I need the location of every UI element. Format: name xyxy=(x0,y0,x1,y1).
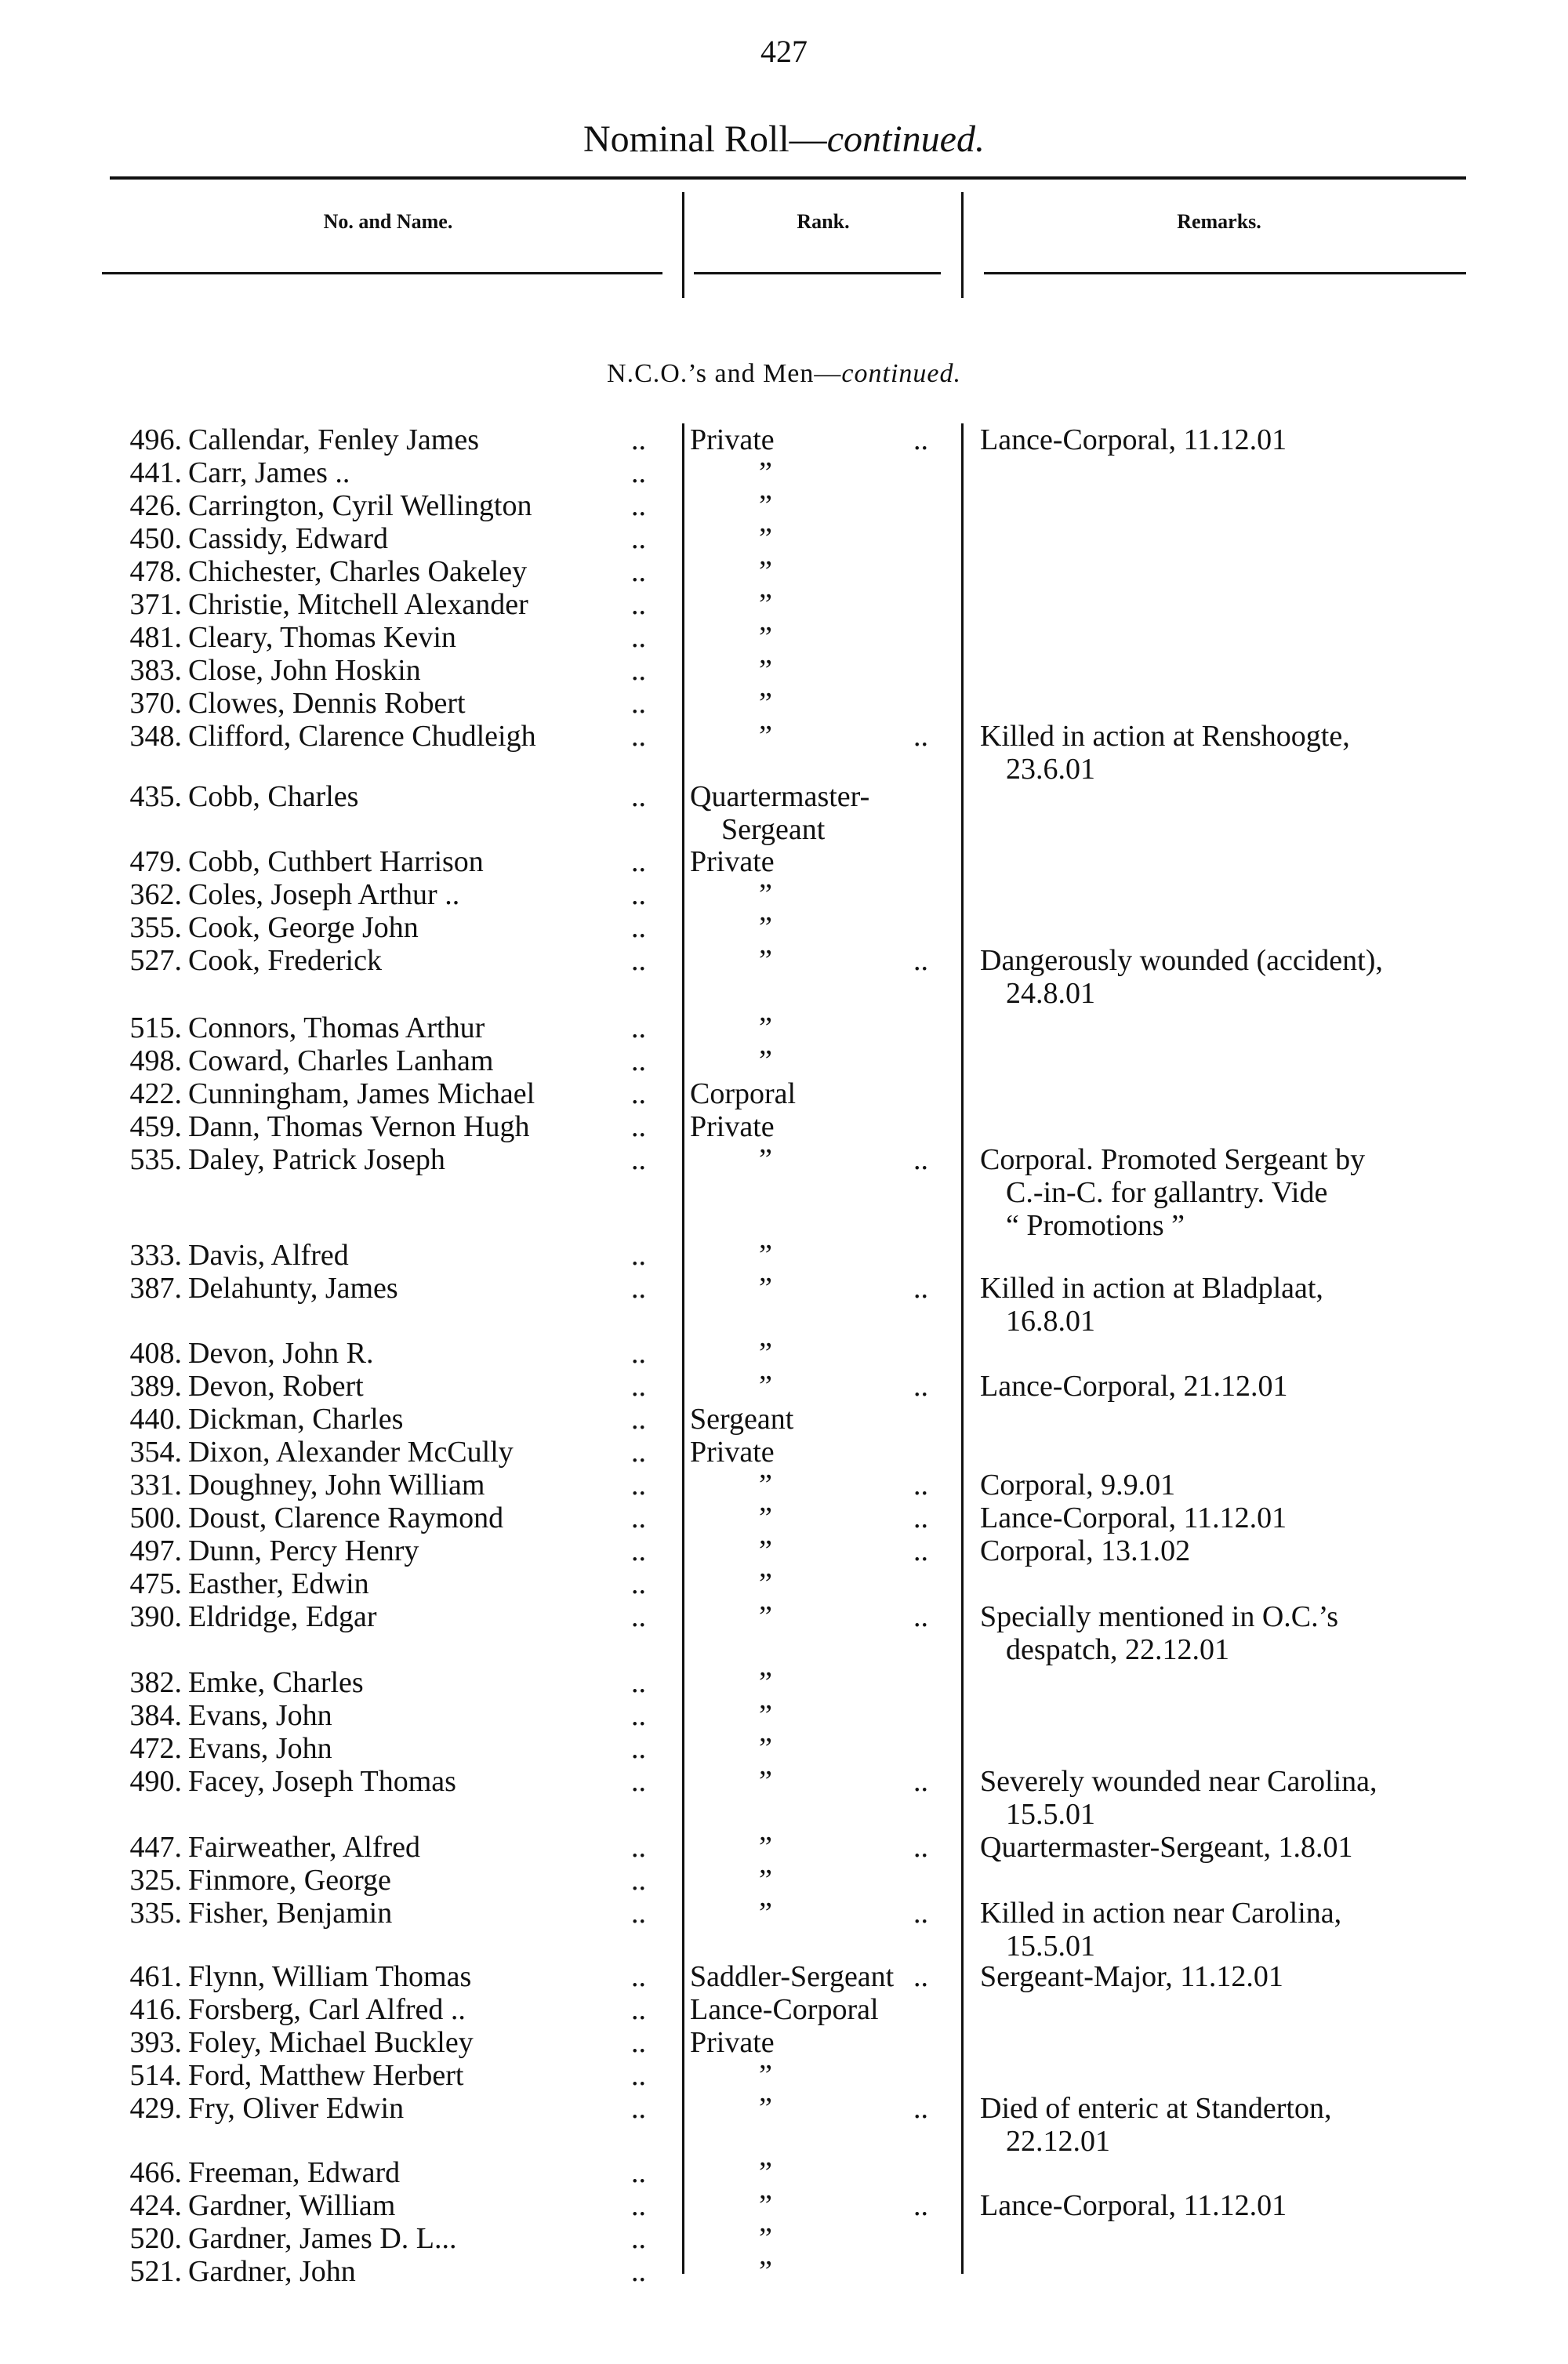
ditto-mark: ” xyxy=(759,2255,772,2288)
table-row xyxy=(0,687,1568,720)
ditto-mark: ” xyxy=(759,1897,772,1930)
header-rank: Rank. xyxy=(797,210,850,233)
leader-dots: .. xyxy=(631,1960,646,1993)
leader-dots: .. xyxy=(631,845,646,878)
soldier-name: Forsberg, Carl Alfred .. xyxy=(188,1993,466,2026)
table-row xyxy=(0,654,1568,687)
ditto-mark: ” xyxy=(759,687,772,720)
table-row xyxy=(0,2092,1568,2158)
soldier-rank: Private xyxy=(690,423,775,456)
leader-dots: .. xyxy=(631,2092,646,2125)
soldier-rank: Corporal xyxy=(690,1077,797,1110)
soldier-number: 371. xyxy=(129,588,182,621)
soldier-number: 408. xyxy=(129,1337,182,1370)
ditto-mark: ” xyxy=(759,1469,772,1502)
table-row xyxy=(0,1960,1568,1993)
section-continued: continued. xyxy=(841,359,961,388)
table-row xyxy=(0,878,1568,911)
soldier-number: 475. xyxy=(129,1567,182,1600)
soldier-rank: Sergeant xyxy=(690,1403,794,1436)
leader-dots: .. xyxy=(631,780,646,813)
table-row xyxy=(0,1600,1568,1666)
leader-dots: .. xyxy=(631,1534,646,1567)
ditto-mark: ” xyxy=(759,1831,772,1864)
soldier-number: 390. xyxy=(129,1600,182,1633)
remark: Lance-Corporal, 21.12.01 xyxy=(980,1370,1288,1403)
table-row xyxy=(0,1765,1568,1831)
leader-dots: .. xyxy=(913,720,928,753)
soldier-number: 416. xyxy=(129,1993,182,2026)
ditto-mark: ” xyxy=(759,1370,772,1403)
soldier-number: 387. xyxy=(129,1272,182,1305)
leader-dots: .. xyxy=(913,1960,928,1993)
ditto-mark: ” xyxy=(759,1765,772,1798)
ditto-mark: ” xyxy=(759,489,772,522)
table-row xyxy=(0,911,1568,944)
table-row xyxy=(0,1897,1568,1963)
leader-dots: .. xyxy=(631,489,646,522)
ditto-mark: ” xyxy=(759,1044,772,1077)
soldier-number: 450. xyxy=(129,522,182,555)
section-prefix: N.C.O.’s and Men— xyxy=(607,359,842,388)
leader-dots: .. xyxy=(631,1469,646,1502)
leader-dots: .. xyxy=(631,2156,646,2189)
remark: Lance-Corporal, 11.12.01 xyxy=(980,1502,1287,1534)
soldier-name: Close, John Hoskin xyxy=(188,654,421,687)
table-row xyxy=(0,1436,1568,1469)
table-row xyxy=(0,1239,1568,1272)
soldier-name: Dickman, Charles xyxy=(188,1403,404,1436)
soldier-name: Daley, Patrick Joseph xyxy=(188,1143,445,1176)
soldier-number: 466. xyxy=(129,2156,182,2189)
soldier-rank-cont: Sergeant xyxy=(721,813,826,846)
leader-dots: .. xyxy=(631,1044,646,1077)
table-row xyxy=(0,1732,1568,1765)
table-row xyxy=(0,456,1568,489)
leader-dots: .. xyxy=(913,2189,928,2222)
soldier-number: 382. xyxy=(129,1666,182,1699)
soldier-name: Chichester, Charles Oakeley xyxy=(188,555,528,588)
soldier-name: Delahunty, James xyxy=(188,1272,398,1305)
soldier-name: Cassidy, Edward xyxy=(188,522,389,555)
header-remarks: Remarks. xyxy=(1177,210,1261,233)
soldier-name: Evans, John xyxy=(188,1699,332,1732)
soldier-number: 479. xyxy=(129,845,182,878)
ditto-mark: ” xyxy=(759,1337,772,1370)
table-row xyxy=(0,1831,1568,1864)
ditto-mark: ” xyxy=(759,1666,772,1699)
page-number: 427 xyxy=(760,34,808,69)
leader-dots: .. xyxy=(631,1143,646,1176)
leader-dots: .. xyxy=(631,911,646,944)
table-row xyxy=(0,555,1568,588)
remark: Severely wounded near Carolina, xyxy=(980,1765,1377,1798)
soldier-number: 472. xyxy=(129,1732,182,1765)
table-row xyxy=(0,2222,1568,2255)
soldier-name: Carr, James .. xyxy=(188,456,350,489)
soldier-number: 496. xyxy=(129,423,182,456)
leader-dots: .. xyxy=(913,1600,928,1633)
soldier-name: Cobb, Charles xyxy=(188,780,359,813)
soldier-name: Cobb, Cuthbert Harrison xyxy=(188,845,484,878)
table-row xyxy=(0,1077,1568,1110)
leader-dots: .. xyxy=(913,1897,928,1930)
leader-dots: .. xyxy=(631,456,646,489)
page-title xyxy=(0,118,1568,161)
ditto-mark: ” xyxy=(759,1534,772,1567)
soldier-number: 447. xyxy=(129,1831,182,1864)
soldier-rank: Private xyxy=(690,845,775,878)
soldier-name: Easther, Edwin xyxy=(188,1567,369,1600)
soldier-number: 389. xyxy=(129,1370,182,1403)
remark-cont: 22.12.01 xyxy=(1006,2125,1110,2158)
leader-dots: .. xyxy=(631,2026,646,2059)
soldier-rank: Lance-Corporal xyxy=(690,1993,879,2026)
ditto-mark: ” xyxy=(759,720,772,753)
soldier-name: Coward, Charles Lanham xyxy=(188,1044,494,1077)
soldier-number: 521. xyxy=(129,2255,182,2288)
table-row xyxy=(0,1864,1568,1897)
table-row xyxy=(0,2026,1568,2059)
remark-cont: C.-in-C. for gallantry. Vide xyxy=(1006,1176,1328,1209)
ditto-mark: ” xyxy=(759,1011,772,1044)
leader-dots: .. xyxy=(913,1469,928,1502)
remark-cont: 15.5.01 xyxy=(1006,1798,1095,1831)
soldier-name: Gardner, James D. L... xyxy=(188,2222,457,2255)
leader-dots: .. xyxy=(631,1272,646,1305)
soldier-number: 461. xyxy=(129,1960,182,1993)
table-row xyxy=(0,1272,1568,1338)
soldier-number: 440. xyxy=(129,1403,182,1436)
soldier-number: 331. xyxy=(129,1469,182,1502)
soldier-number: 497. xyxy=(129,1534,182,1567)
leader-dots: .. xyxy=(631,720,646,753)
leader-dots: .. xyxy=(631,687,646,720)
leader-dots: .. xyxy=(631,1110,646,1143)
ditto-mark: ” xyxy=(759,2189,772,2222)
soldier-name: Cleary, Thomas Kevin xyxy=(188,621,456,654)
leader-dots: .. xyxy=(631,1239,646,1272)
leader-dots: .. xyxy=(913,1765,928,1798)
table-row xyxy=(0,1370,1568,1403)
header-divider-right xyxy=(961,192,964,298)
soldier-name: Clifford, Clarence Chudleigh xyxy=(188,720,536,753)
header-rule-remarks xyxy=(984,272,1466,274)
soldier-number: 335. xyxy=(129,1897,182,1930)
ditto-mark: ” xyxy=(759,2092,772,2125)
soldier-rank: Private xyxy=(690,2026,775,2059)
soldier-name: Devon, John R. xyxy=(188,1337,374,1370)
header-divider-left xyxy=(682,192,684,298)
leader-dots: .. xyxy=(631,423,646,456)
soldier-number: 424. xyxy=(129,2189,182,2222)
table-row xyxy=(0,1110,1568,1143)
leader-dots: .. xyxy=(631,1370,646,1403)
soldier-number: 435. xyxy=(129,780,182,813)
soldier-number: 478. xyxy=(129,555,182,588)
section-heading xyxy=(0,359,1568,389)
leader-dots: .. xyxy=(631,2255,646,2288)
soldier-number: 490. xyxy=(129,1765,182,1798)
ditto-mark: ” xyxy=(759,1567,772,1600)
leader-dots: .. xyxy=(631,1831,646,1864)
ditto-mark: ” xyxy=(759,1143,772,1176)
soldier-number: 383. xyxy=(129,654,182,687)
soldier-number: 500. xyxy=(129,1502,182,1534)
soldier-number: 348. xyxy=(129,720,182,753)
soldier-name: Fry, Oliver Edwin xyxy=(188,2092,405,2125)
leader-dots: .. xyxy=(631,2189,646,2222)
soldier-name: Freeman, Edward xyxy=(188,2156,401,2189)
soldier-number: 481. xyxy=(129,621,182,654)
top-rule xyxy=(110,176,1466,180)
ditto-mark: ” xyxy=(759,1239,772,1272)
soldier-name: Connors, Thomas Arthur xyxy=(188,1011,485,1044)
table-row xyxy=(0,1143,1568,1242)
leader-dots: .. xyxy=(631,1567,646,1600)
soldier-name: Emke, Charles xyxy=(188,1666,364,1699)
table-row xyxy=(0,845,1568,878)
table-row xyxy=(0,522,1568,555)
leader-dots: .. xyxy=(631,621,646,654)
remark: Sergeant-Major, 11.12.01 xyxy=(980,1960,1283,1993)
table-row xyxy=(0,944,1568,1010)
soldier-number: 354. xyxy=(129,1436,182,1469)
ditto-mark: ” xyxy=(759,1272,772,1305)
leader-dots: .. xyxy=(631,654,646,687)
leader-dots: .. xyxy=(631,1077,646,1110)
soldier-number: 527. xyxy=(129,944,182,977)
leader-dots: .. xyxy=(913,1272,928,1305)
table-row xyxy=(0,489,1568,522)
remark: Lance-Corporal, 11.12.01 xyxy=(980,423,1287,456)
ditto-mark: ” xyxy=(759,555,772,588)
table-row xyxy=(0,1011,1568,1044)
leader-dots: .. xyxy=(631,555,646,588)
remark: Corporal, 13.1.02 xyxy=(980,1534,1191,1567)
ditto-mark: ” xyxy=(759,1502,772,1534)
soldier-number: 393. xyxy=(129,2026,182,2059)
remark-cont: “ Promotions ” xyxy=(1006,1209,1185,1242)
leader-dots: .. xyxy=(913,423,928,456)
leader-dots: .. xyxy=(631,1897,646,1930)
soldier-number: 362. xyxy=(129,878,182,911)
soldier-number: 384. xyxy=(129,1699,182,1732)
soldier-rank: Private xyxy=(690,1436,775,1469)
remark: Died of enteric at Standerton, xyxy=(980,2092,1332,2125)
table-row xyxy=(0,588,1568,621)
table-row xyxy=(0,2255,1568,2288)
soldier-number: 333. xyxy=(129,1239,182,1272)
soldier-name: Fisher, Benjamin xyxy=(188,1897,393,1930)
soldier-number: 441. xyxy=(129,456,182,489)
table-row xyxy=(0,1403,1568,1436)
table-row xyxy=(0,720,1568,786)
ditto-mark: ” xyxy=(759,2156,772,2189)
soldier-name: Dunn, Percy Henry xyxy=(188,1534,419,1567)
soldier-number: 515. xyxy=(129,1011,182,1044)
ditto-mark: ” xyxy=(759,1732,772,1765)
soldier-name: Facey, Joseph Thomas xyxy=(188,1765,456,1798)
soldier-name: Callendar, Fenley James xyxy=(188,423,479,456)
ditto-mark: ” xyxy=(759,944,772,977)
leader-dots: .. xyxy=(631,1337,646,1370)
leader-dots: .. xyxy=(913,1534,928,1567)
table-row xyxy=(0,2156,1568,2189)
soldier-number: 520. xyxy=(129,2222,182,2255)
ditto-mark: ” xyxy=(759,2059,772,2092)
leader-dots: .. xyxy=(631,944,646,977)
soldier-name: Davis, Alfred xyxy=(188,1239,349,1272)
remark: Dangerously wounded (accident), xyxy=(980,944,1383,977)
header-name: No. and Name. xyxy=(323,210,453,233)
soldier-number: 422. xyxy=(129,1077,182,1110)
leader-dots: .. xyxy=(631,1011,646,1044)
leader-dots: .. xyxy=(631,1502,646,1534)
soldier-number: 426. xyxy=(129,489,182,522)
soldier-name: Cunningham, James Michael xyxy=(188,1077,535,1110)
leader-dots: .. xyxy=(631,1765,646,1798)
soldier-name: Ford, Matthew Herbert xyxy=(188,2059,464,2092)
leader-dots: .. xyxy=(631,878,646,911)
ditto-mark: ” xyxy=(759,1699,772,1732)
soldier-name: Coles, Joseph Arthur .. xyxy=(188,878,460,911)
remark: Killed in action near Carolina, xyxy=(980,1897,1342,1930)
leader-dots: .. xyxy=(631,2222,646,2255)
table-row xyxy=(0,1044,1568,1077)
leader-dots: .. xyxy=(913,944,928,977)
leader-dots: .. xyxy=(631,1699,646,1732)
remark: Quartermaster-Sergeant, 1.8.01 xyxy=(980,1831,1353,1864)
soldier-name: Dann, Thomas Vernon Hugh xyxy=(188,1110,530,1143)
table-row xyxy=(0,1567,1568,1600)
soldier-name: Gardner, William xyxy=(188,2189,396,2222)
leader-dots: .. xyxy=(631,588,646,621)
soldier-rank: Quartermaster- xyxy=(690,780,870,813)
soldier-name: Cook, George John xyxy=(188,911,419,944)
leader-dots: .. xyxy=(631,1666,646,1699)
soldier-number: 498. xyxy=(129,1044,182,1077)
soldier-name: Foley, Michael Buckley xyxy=(188,2026,474,2059)
table-row xyxy=(0,621,1568,654)
leader-dots: .. xyxy=(631,1403,646,1436)
leader-dots: .. xyxy=(913,1502,928,1534)
leader-dots: .. xyxy=(913,1143,928,1176)
leader-dots: .. xyxy=(631,1600,646,1633)
soldier-name: Evans, John xyxy=(188,1732,332,1765)
soldier-number: 514. xyxy=(129,2059,182,2092)
soldier-name: Cook, Frederick xyxy=(188,944,382,977)
table-row xyxy=(0,2059,1568,2092)
table-row xyxy=(0,423,1568,456)
ditto-mark: ” xyxy=(759,878,772,911)
title-main: Nominal Roll— xyxy=(583,118,827,160)
ditto-mark: ” xyxy=(759,1600,772,1633)
soldier-number: 429. xyxy=(129,2092,182,2125)
remark-cont: 15.5.01 xyxy=(1006,1930,1095,1963)
ditto-mark: ” xyxy=(759,621,772,654)
ditto-mark: ” xyxy=(759,911,772,944)
table-row xyxy=(0,1666,1568,1699)
remark-cont: 16.8.01 xyxy=(1006,1305,1095,1338)
soldier-rank: Private xyxy=(690,1110,775,1143)
ditto-mark: ” xyxy=(759,654,772,687)
ditto-mark: ” xyxy=(759,456,772,489)
soldier-name: Finmore, George xyxy=(188,1864,391,1897)
table-row xyxy=(0,1502,1568,1534)
soldier-number: 535. xyxy=(129,1143,182,1176)
soldier-name: Doughney, John William xyxy=(188,1469,485,1502)
title-continued: continued. xyxy=(826,118,985,160)
leader-dots: .. xyxy=(631,1732,646,1765)
remark-cont: 24.8.01 xyxy=(1006,977,1095,1010)
ditto-mark: ” xyxy=(759,522,772,555)
remark: Specially mentioned in O.C.’s xyxy=(980,1600,1339,1633)
soldier-name: Eldridge, Edgar xyxy=(188,1600,377,1633)
table-row xyxy=(0,2189,1568,2222)
leader-dots: .. xyxy=(631,1436,646,1469)
leader-dots: .. xyxy=(631,1993,646,2026)
leader-dots: .. xyxy=(631,1864,646,1897)
soldier-number: 370. xyxy=(129,687,182,720)
soldier-number: 355. xyxy=(129,911,182,944)
table-row xyxy=(0,1534,1568,1567)
soldier-number: 459. xyxy=(129,1110,182,1143)
soldier-name: Dixon, Alexander McCully xyxy=(188,1436,514,1469)
soldier-name: Carrington, Cyril Wellington xyxy=(188,489,532,522)
leader-dots: .. xyxy=(631,2059,646,2092)
remark: Killed in action at Renshoogte, xyxy=(980,720,1350,753)
ditto-mark: ” xyxy=(759,588,772,621)
soldier-name: Devon, Robert xyxy=(188,1370,364,1403)
table-row xyxy=(0,1699,1568,1732)
soldier-name: Doust, Clarence Raymond xyxy=(188,1502,504,1534)
leader-dots: .. xyxy=(631,522,646,555)
soldier-name: Clowes, Dennis Robert xyxy=(188,687,466,720)
table-row xyxy=(0,780,1568,846)
soldier-rank: Saddler-Sergeant xyxy=(690,1960,895,1993)
ditto-mark: ” xyxy=(759,1864,772,1897)
remark-cont: despatch, 22.12.01 xyxy=(1006,1633,1229,1666)
soldier-name: Christie, Mitchell Alexander xyxy=(188,588,528,621)
table-row xyxy=(0,1993,1568,2026)
remark-cont: 23.6.01 xyxy=(1006,753,1095,786)
table-row xyxy=(0,1469,1568,1502)
soldier-name: Gardner, John xyxy=(188,2255,356,2288)
header-rule-rank xyxy=(694,272,941,274)
leader-dots: .. xyxy=(913,1370,928,1403)
soldier-name: Flynn, William Thomas xyxy=(188,1960,472,1993)
header-rule-name xyxy=(102,272,662,274)
remark: Corporal. Promoted Sergeant by xyxy=(980,1143,1366,1176)
ditto-mark: ” xyxy=(759,2222,772,2255)
table-row xyxy=(0,1337,1568,1370)
soldier-name: Fairweather, Alfred xyxy=(188,1831,421,1864)
soldier-number: 325. xyxy=(129,1864,182,1897)
leader-dots: .. xyxy=(913,2092,928,2125)
remark: Killed in action at Bladplaat, xyxy=(980,1272,1323,1305)
remark: Corporal, 9.9.01 xyxy=(980,1469,1176,1502)
leader-dots: .. xyxy=(913,1831,928,1864)
remark: Lance-Corporal, 11.12.01 xyxy=(980,2189,1287,2222)
